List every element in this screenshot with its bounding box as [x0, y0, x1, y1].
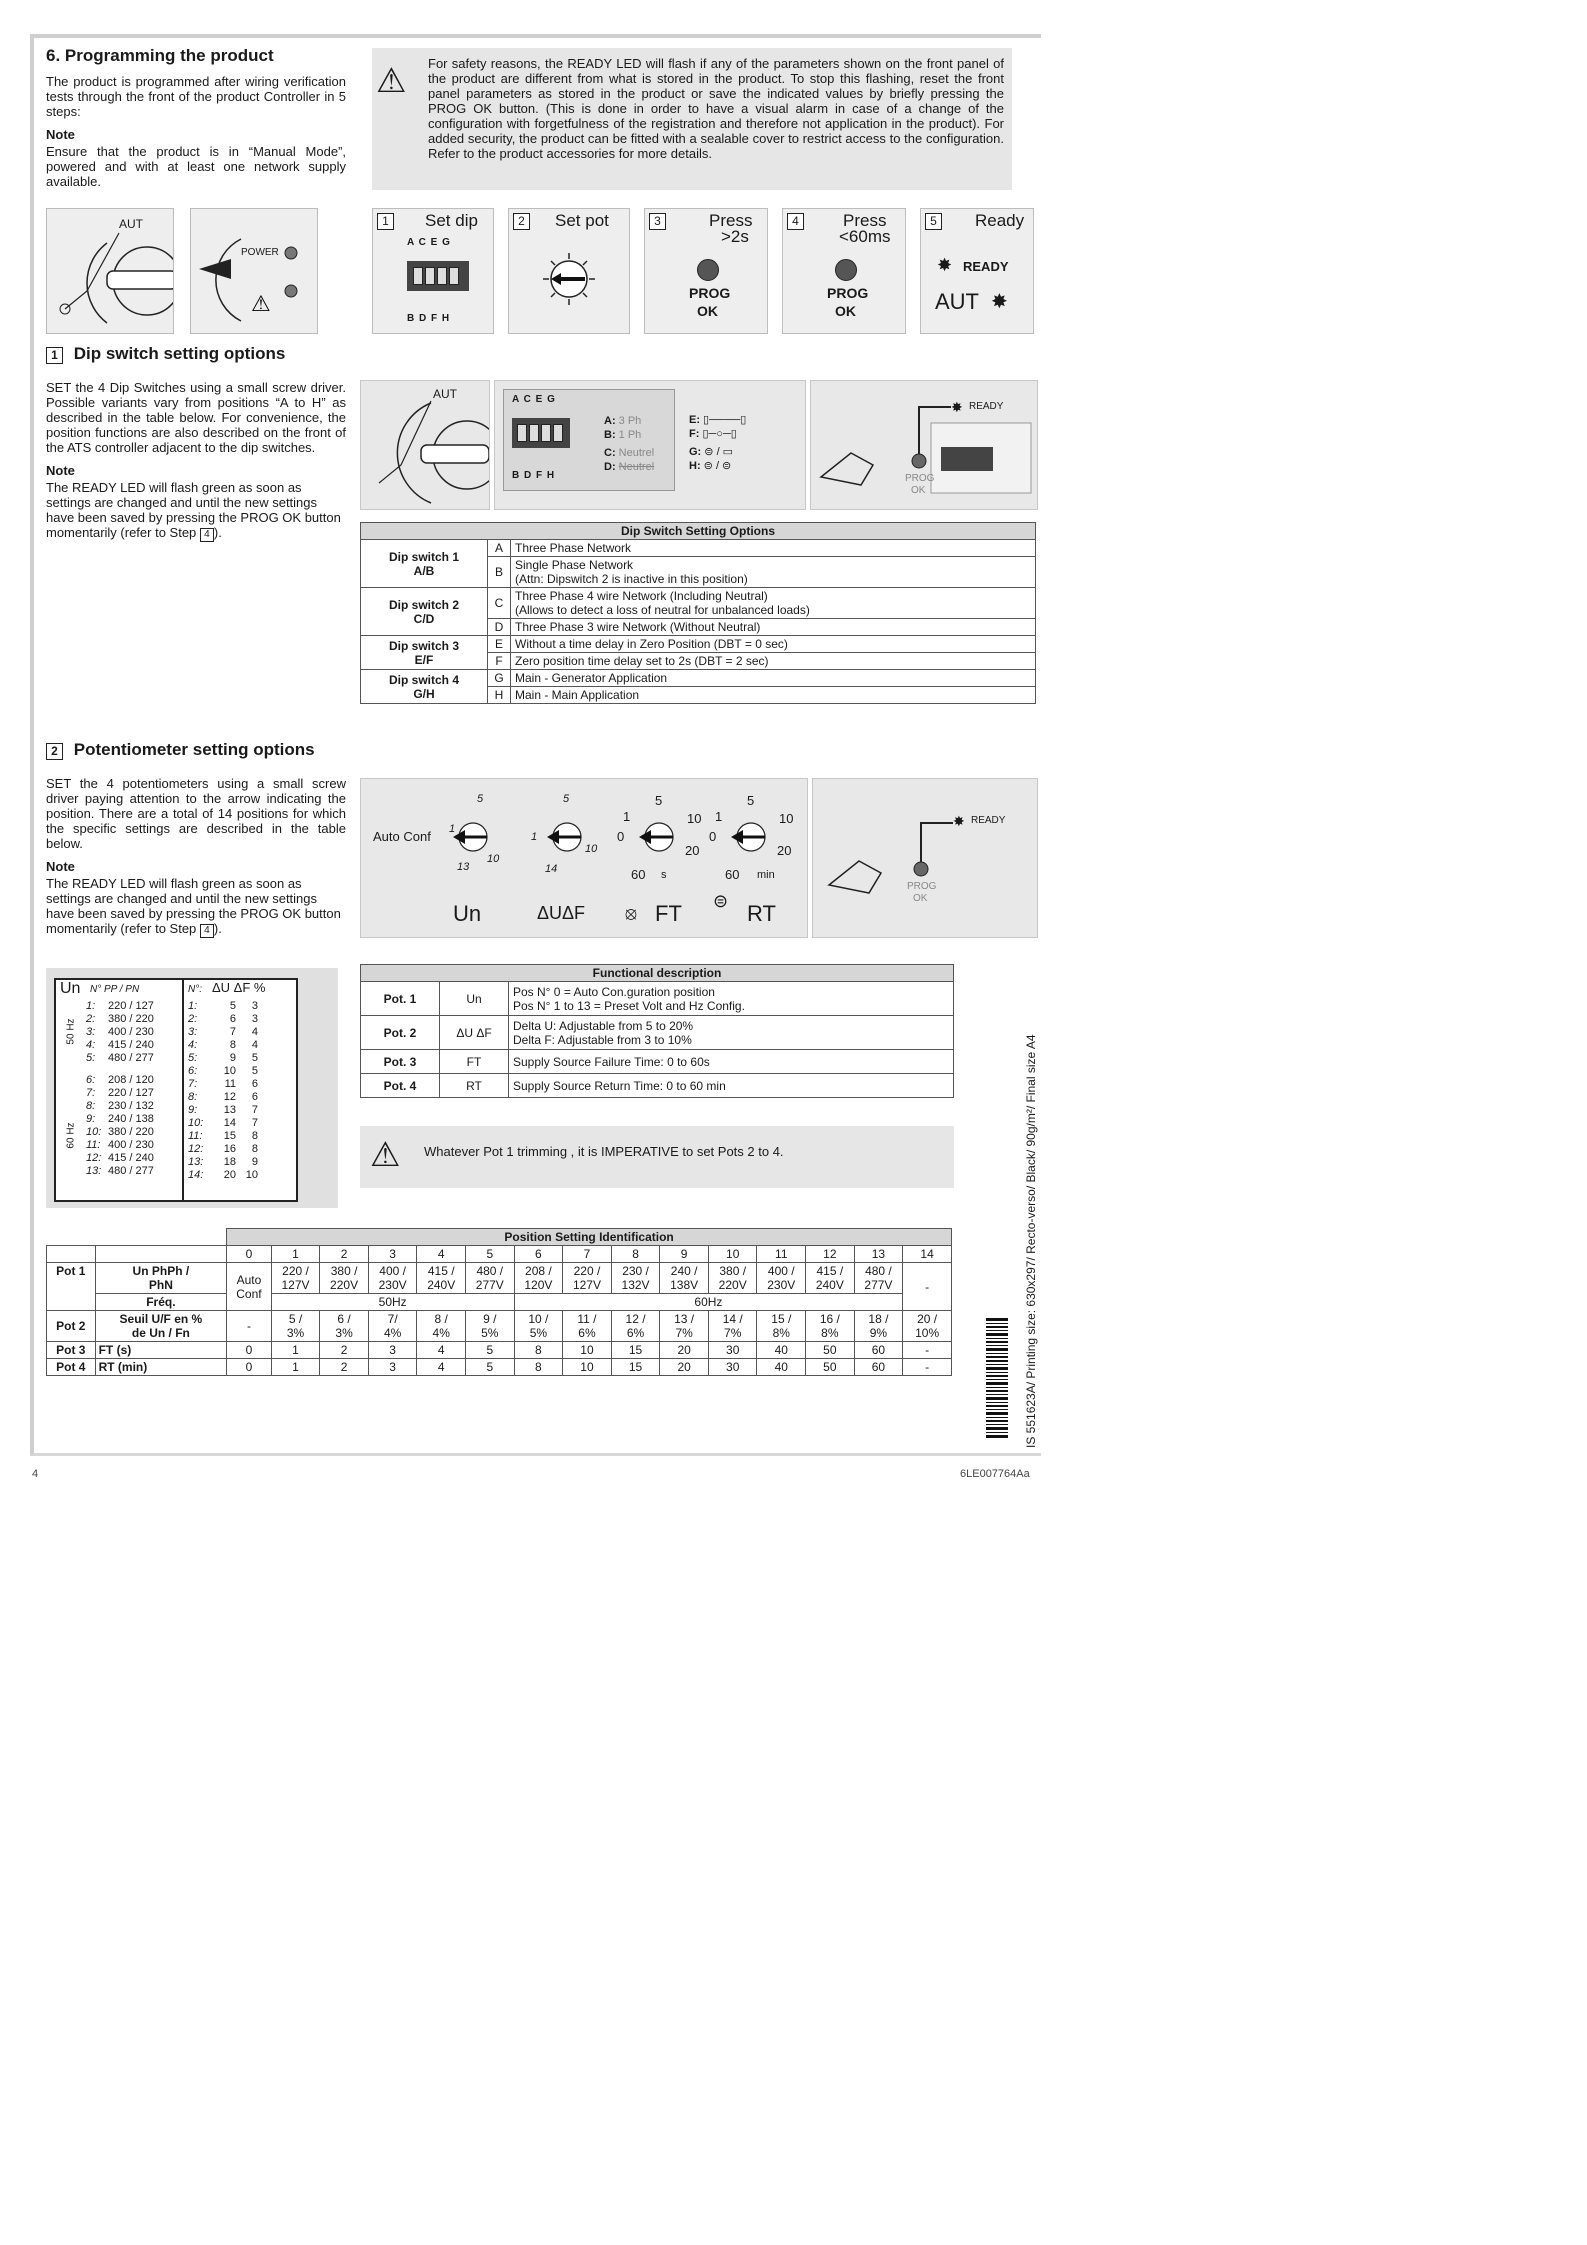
position-cell: 11 / 6%: [563, 1311, 612, 1342]
lookup-left-rows: [86, 1000, 154, 1178]
ready-led-flash-icon: ✸: [951, 399, 963, 415]
power-label: POWER: [241, 247, 279, 258]
position-table-title: Position Setting Identification: [227, 1229, 952, 1246]
step-3: [644, 208, 768, 334]
position-cell: 11: [757, 1246, 806, 1263]
lookup-left-row: 9: 240 / 138: [86, 1113, 154, 1125]
step-number: 2: [513, 213, 530, 230]
position-cell: 4: [417, 1246, 466, 1263]
position-cell: 1: [271, 1246, 320, 1263]
lookup-right-row: 14: 20 10: [188, 1169, 258, 1181]
rotary-switch-icon: [361, 381, 489, 509]
note-text: Ensure that the product is in “Manual Mode”, powered and with at least one network supply available.: [46, 144, 346, 189]
position-cell: 3: [368, 1246, 417, 1263]
position-cell: 8 / 4%: [417, 1311, 466, 1342]
position-cell: 8: [611, 1246, 660, 1263]
position-cell: 6: [514, 1246, 563, 1263]
pot-note-label: Note: [46, 859, 75, 874]
dip-table: Dip Switch Setting Options Dip switch 1 A/B A Three Phase Network B Single Phase Network (Attn: Dipswitch 2 is inactive in this position) Dip switch 2 C/D C Three Phase 4 wire Network (Including Neutral) (Allows to detect a loss of neutral for unbalanced loads) D Three Phase 3 wire Network (Without Neutral) Dip switch 3 E/F E Without a time delay in Zero Position (DBT = 0 sec) F Zero position time delay set to 2s (DBT = 2 sec) Dip switch 4 G/H G Main - Generator Application H Main - Main Application: [360, 522, 1036, 704]
position-cell: 480 / 277V: [466, 1263, 515, 1294]
print-spec-text: IS 551623A/ Printing size: 630x297/ Recto-verso/ Black/ 90g/m²/ Final size A4: [1024, 1034, 1038, 1448]
position-cell: 4: [417, 1359, 466, 1376]
aut-led-flash-icon: ✸: [991, 291, 1008, 313]
ready-led-flash-icon: ✸: [953, 813, 965, 829]
ok-label: OK: [835, 303, 856, 319]
potentiometer-icon: [539, 249, 599, 309]
warning-icon: ⚠: [370, 1136, 401, 1174]
svg-text:⚠: ⚠: [251, 292, 271, 317]
step-label-duration: <60ms: [839, 227, 891, 246]
position-cell: 480 / 277V: [854, 1263, 903, 1294]
position-cell: 2: [320, 1342, 369, 1359]
ok-label: OK: [913, 893, 928, 904]
position-cell: 220 / 127V: [563, 1263, 612, 1294]
dip-section-title: [46, 344, 346, 364]
position-cell: 18 / 9%: [854, 1311, 903, 1342]
position-cell: -: [903, 1359, 952, 1376]
imperative-text: Whatever Pot 1 trimming , it is IMPERATIVE to set Pots 2 to 4.: [424, 1144, 784, 1159]
position-cell: 40: [757, 1342, 806, 1359]
position-cell: 60: [854, 1359, 903, 1376]
dip-text: SET the 4 Dip Switches using a small screw driver. Possible variants vary from positions “A to H” as described in the table below. For convenience, the position functions are also described on the front of the ATS controller adjacent to the dip switches.: [46, 380, 346, 455]
position-cell: 1: [271, 1359, 320, 1376]
pot-label-ft: FT: [655, 901, 682, 926]
position-row-pot4: Pot 4 RT (min) 0 1 2 3 4 5 8 10 15 20 30 40 50 60 -: [47, 1359, 952, 1376]
dip-table-title: Dip Switch Setting Options: [361, 523, 1036, 540]
position-header-row: [47, 1246, 952, 1263]
position-cell: 208 / 120V: [514, 1263, 563, 1294]
position-cell: 5 / 3%: [271, 1311, 320, 1342]
pot-section-title: [46, 740, 346, 760]
dip-bottom-letters: B D F H: [512, 470, 556, 481]
section-number: 1: [46, 347, 63, 364]
position-cell: 20 / 10%: [903, 1311, 952, 1342]
position-cell: 230 / 132V: [611, 1263, 660, 1294]
dip-group: Dip switch 1 A/B: [361, 540, 488, 588]
position-cell: -: [903, 1263, 952, 1311]
pot-dial-icon: [453, 823, 487, 851]
hz60-label: 60 Hz: [65, 1122, 77, 1149]
step-label: Set dip: [425, 211, 478, 230]
func-table: Functional description Pot. 1 Un Pos N° 0 = Auto Con.guration position Pos N° 1 to 13 = Preset Volt and Hz Config. Pot. 2 ΔU ΔF Delta U: Adjustable from 5 to 20% Delta F: Adjustable from 3 to 10% Pot. 3 FT Supply Source Failure Time: 0 to 60s Pot. 4 RT Supply Source Return Time: 0 to 60 min: [360, 964, 954, 1098]
step-5: [920, 208, 1034, 334]
page-number: 4: [32, 1468, 39, 1480]
note-label: Note: [46, 127, 75, 142]
position-cell: 10: [708, 1246, 757, 1263]
pot-note-text: The READY LED will flash green as soon as settings are changed and until the new settings have been saved by pressing the PROG OK button momentarily (refer to Step: [46, 876, 341, 936]
pot-ft-icon: ⦻: [625, 903, 637, 923]
lookup-left-row: 3: 400 / 230: [86, 1026, 154, 1038]
step-ref: 4: [200, 528, 214, 542]
lookup-right-rows: [188, 1000, 258, 1182]
position-cell: 6 / 3%: [320, 1311, 369, 1342]
position-cell: 8: [514, 1359, 563, 1376]
dip-top-letters: A C E G: [407, 237, 451, 248]
position-cell: 50: [806, 1359, 855, 1376]
position-cell: 14 / 7%: [708, 1311, 757, 1342]
step-number: 3: [649, 213, 666, 230]
position-cell: 14: [903, 1246, 952, 1263]
pot-note-end: ).: [213, 921, 222, 936]
position-cell: 0: [227, 1342, 272, 1359]
position-cell: 400 / 230V: [368, 1263, 417, 1294]
position-cell: 7: [563, 1246, 612, 1263]
dip-switch-icon: [407, 261, 469, 291]
lookup-left-row: 1: 220 / 127: [86, 1000, 154, 1012]
ok-label: OK: [697, 303, 718, 319]
lookup-right: N°: ΔU ΔF % 1: 5 3 2: 6 3 3: 7 4 4: 8 4 5: 9 5 6: 10 5 7: 11 6 8: 12 6 9: 13 7 10: 14 7 11: 15 8 12: 16 8 13: 18 9 14: 20 10: [188, 980, 266, 1181]
lookup-left-row: 13: 480 / 277: [86, 1165, 154, 1177]
pot-label-un: Un: [453, 901, 482, 926]
step-1: [372, 208, 494, 334]
prog-wiring-icon: [813, 779, 1037, 937]
position-cell: 415 / 240V: [806, 1263, 855, 1294]
rotary-switch-icon: [47, 209, 173, 333]
position-cell: 9 / 5%: [466, 1311, 515, 1342]
position-cell: 30: [708, 1359, 757, 1376]
pot-section: [46, 740, 346, 938]
position-cell: 0: [227, 1246, 272, 1263]
dip-note: [46, 480, 346, 542]
position-row-freq: Fréq. 50Hz 60Hz: [47, 1294, 952, 1311]
section-title: 6. Programming the product: [46, 46, 274, 65]
ready-label: READY: [969, 401, 1004, 412]
pot-dial-icon: [639, 823, 673, 851]
step-label-duration: >2s: [721, 227, 749, 246]
prog-label: PROG: [905, 473, 935, 484]
lookup-left-row: 12: 415 / 240: [86, 1152, 154, 1164]
position-cell: 15: [611, 1342, 660, 1359]
position-cell: 380 / 220V: [320, 1263, 369, 1294]
position-cell: 1: [271, 1342, 320, 1359]
position-cell: 50: [806, 1342, 855, 1359]
dip-note-end: ).: [213, 525, 222, 540]
position-cell: 2: [320, 1246, 369, 1263]
lookup-left-row: 2: 380 / 220: [86, 1013, 154, 1025]
dip-group: Dip switch 2 C/D: [361, 588, 488, 636]
pot-note: [46, 876, 346, 938]
position-cell: 30: [708, 1342, 757, 1359]
position-cell: 7/ 4%: [368, 1311, 417, 1342]
power-led-illustration: [190, 208, 318, 334]
position-cell: 13: [854, 1246, 903, 1263]
ready-label: READY: [971, 815, 1006, 826]
position-cell: 16 / 8%: [806, 1311, 855, 1342]
dip-title: Dip switch setting options: [73, 344, 286, 363]
step-4: [782, 208, 906, 334]
position-cell: 5: [466, 1359, 515, 1376]
pot-ready-panel: [812, 778, 1038, 938]
ready-label: READY: [963, 259, 1009, 274]
lookup-right-row: 9: 13 7: [188, 1104, 258, 1116]
dip-note-text: The READY LED will flash green as soon as settings are changed and until the new settings have been saved by pressing the PROG OK button momentarily (refer to Step: [46, 480, 341, 540]
func-table-title: Functional description: [361, 965, 954, 982]
position-cell: 3: [368, 1359, 417, 1376]
lookup-right-row: 12: 16 8: [188, 1143, 258, 1155]
dip-group: Dip switch 3 E/F: [361, 636, 488, 670]
dip-legend-panel: [494, 380, 806, 510]
position-cell: 12 / 6%: [611, 1311, 660, 1342]
position-cell: 0: [227, 1359, 272, 1376]
lookup-right-row: 7: 11 6: [188, 1078, 258, 1090]
document-ref: 6LE007764Aa: [960, 1468, 1030, 1480]
step-label: Press: [843, 211, 887, 230]
position-cell: 380 / 220V: [708, 1263, 757, 1294]
dip-top-letters: A C E G: [512, 394, 556, 405]
prog-label: PROG: [827, 285, 869, 301]
position-cell: 10 / 5%: [514, 1311, 563, 1342]
pot-text: SET the 4 potentiometers using a small screw driver paying attention to the arrow indicating the position. There are a total of 14 positions for which the specific settings are described in the table below.: [46, 776, 346, 851]
position-cell: 5: [466, 1246, 515, 1263]
position-cell: 60: [854, 1342, 903, 1359]
power-switch-icon: [191, 209, 317, 333]
position-cell: 3: [368, 1342, 417, 1359]
position-cell: 240 / 138V: [660, 1263, 709, 1294]
position-cell: 20: [660, 1359, 709, 1376]
lookup-card: [46, 968, 338, 1208]
prog-label: PROG: [689, 285, 731, 301]
position-cell: 10: [563, 1359, 612, 1376]
dip-bottom-letters: B D F H: [407, 313, 451, 324]
dip-section: [46, 344, 346, 542]
safety-warning: [372, 48, 1012, 190]
warning-text: For safety reasons, the READY LED will flash if any of the parameters shown on the front panel of the product are different from what is stored in the product. To stop this flashing, reset the front panel parameters as stored in the product or save the indicated values by briefly pressing the PROG OK button. (This is done in order to have a visual alarm in case of a change of the configuration with forgetfulness of the registration and therefore not application in the product). For added security, the product can be fitted with a sealable cover to restrict access to the configuration. Refer to the product accessories for more details.: [428, 56, 1004, 161]
position-cell: 15 / 8%: [757, 1311, 806, 1342]
lookup-left-row: 4: 415 / 240: [86, 1039, 154, 1051]
lookup-right-row: 2: 6 3: [188, 1013, 258, 1025]
position-cell: 4: [417, 1342, 466, 1359]
position-row-pot3: Pot 3 FT (s) 0 1 2 3 4 5 8 10 15 20 30 40 50 60 -: [47, 1342, 952, 1359]
pot-label-dudf: ΔUΔF: [537, 903, 586, 923]
section-intro-text: The product is programmed after wiring verification tests through the front of the product Controller in 5 steps:: [46, 74, 346, 119]
step-label: Press: [709, 211, 753, 230]
position-cell: 40: [757, 1359, 806, 1376]
autoconf-label: Auto Conf: [373, 829, 431, 844]
lookup-right-row: 1: 5 3: [188, 1000, 258, 1012]
barcode-icon: [986, 1318, 1008, 1438]
position-cell: 13 / 7%: [660, 1311, 709, 1342]
position-cell: 9: [660, 1246, 709, 1263]
step-label: Set pot: [555, 211, 609, 230]
position-cell: 2: [320, 1359, 369, 1376]
lookup-right-row: 10: 14 7: [188, 1117, 258, 1129]
lookup-right-row: 11: 15 8: [188, 1130, 258, 1142]
dip-ready-panel: [810, 380, 1038, 510]
position-cell: 12: [806, 1246, 855, 1263]
position-cell: 400 / 230V: [757, 1263, 806, 1294]
dip-switch-icon: [512, 418, 570, 448]
position-cell: 8: [514, 1342, 563, 1359]
dip-legend-left: A: 3 Ph B: 1 Ph C: Neutrel D: Neutrel: [604, 415, 655, 473]
pot-dial-icon: [731, 823, 765, 851]
position-cell: 5: [466, 1342, 515, 1359]
lookup-right-row: 8: 12 6: [188, 1091, 258, 1103]
lookup-left-row: 6: 208 / 120: [86, 1074, 154, 1086]
position-cell: 415 / 240V: [417, 1263, 466, 1294]
ok-label: OK: [911, 485, 926, 496]
lookup-left-row: 10: 380 / 220: [86, 1126, 154, 1138]
lookup-right-row: 6: 10 5: [188, 1065, 258, 1077]
dip-legend-right: E: ▯────▯ F: ▯─○─▯ G: ⊜ / ▭ H: ⊜ / ⊜: [689, 414, 747, 472]
position-row-pot1: Pot 1 Un PhPh / PhN Auto Conf 220 / 127V 380 / 220V 400 / 230V 415 / 240V 480 / 277V 208 / 120V 220 / 127V 230 / 132V 240 / 138V 380 / 220V 400 / 230V 415 / 240V 480 / 277V -: [47, 1263, 952, 1294]
lookup-left-row: 11: 400 / 230: [86, 1139, 154, 1151]
section-number: 2: [46, 743, 63, 760]
position-cell: 220 / 127V: [271, 1263, 320, 1294]
pot-title: Potentiometer setting options: [73, 740, 315, 759]
step-number: 5: [925, 213, 942, 230]
position-table: [46, 1228, 952, 1376]
warning-icon: ⚠: [376, 62, 407, 100]
position-cell: 10: [563, 1342, 612, 1359]
lookup-right-row: 4: 8 4: [188, 1039, 258, 1051]
prog-button-icon: [835, 259, 857, 281]
imperative-warning: [360, 1126, 954, 1188]
step-number: 1: [377, 213, 394, 230]
dip-module: [503, 389, 675, 491]
pot-panel: Auto Conf 5 1 13 10 5 1 14 10 5 1 10 0 20 60 s 5 1 10 0 20 60 min Un ΔUΔF ⦻ FT ⊜ RT: [360, 778, 808, 938]
step-2: [508, 208, 630, 334]
position-row-pot2: Pot 2 Seuil U/F en % de Un / Fn - 5 / 3% 6 / 3% 7/ 4% 8 / 4% 9 / 5% 10 / 5% 11 / 6% 12 / 6% 13 / 7% 14 / 7% 15 / 8% 16 / 8% 18 / 9% 20 / 10%: [47, 1311, 952, 1342]
ready-led-flash-icon: ✸: [937, 255, 953, 275]
step-number: 4: [787, 213, 804, 230]
dip-aut-illustration: [360, 380, 490, 510]
aut-label: AUT: [433, 387, 457, 401]
step-ref: 4: [200, 924, 214, 938]
position-cell: -: [903, 1342, 952, 1359]
hz50-label: 50 Hz: [65, 1018, 77, 1045]
pot-label-rt: RT: [747, 901, 776, 926]
lookup-left-row: 7: 220 / 127: [86, 1087, 154, 1099]
prog-label: PROG: [907, 881, 937, 892]
pot-dial-icon: [547, 823, 581, 851]
dip-group: Dip switch 4 G/H: [361, 670, 488, 704]
lookup-left: Un N° PP / PN 50 Hz 60 Hz 1: 220 / 127 2: 380 / 220 3: 400 / 230 4: 415 / 240 5: 480 / 277 6: 208 / 120 7: 220 / 127 8: 230 / 132 9: 240 / 138 10: 380 / 220 11: 400 / 230 12: 415 / 240 13: 480 / 277: [56, 980, 184, 1200]
step-label: Ready: [975, 211, 1025, 230]
aut-switch-illustration: [46, 208, 174, 334]
dip-note-label: Note: [46, 463, 75, 478]
position-cell: 20: [660, 1342, 709, 1359]
aut-label: AUT: [935, 289, 979, 314]
pot-rt-icon: ⊜: [713, 891, 729, 911]
section-intro: [46, 46, 346, 189]
prog-button-icon: [697, 259, 719, 281]
lookup-table: [54, 978, 298, 1202]
lookup-right-row: 5: 9 5: [188, 1052, 258, 1064]
position-cell: 15: [611, 1359, 660, 1376]
lookup-right-row: 3: 7 4: [188, 1026, 258, 1038]
lookup-left-row: 8: 230 / 132: [86, 1100, 154, 1112]
lookup-right-row: 13: 18 9: [188, 1156, 258, 1168]
lookup-left-row: 5: 480 / 277: [86, 1052, 154, 1064]
aut-label: AUT: [119, 217, 143, 231]
